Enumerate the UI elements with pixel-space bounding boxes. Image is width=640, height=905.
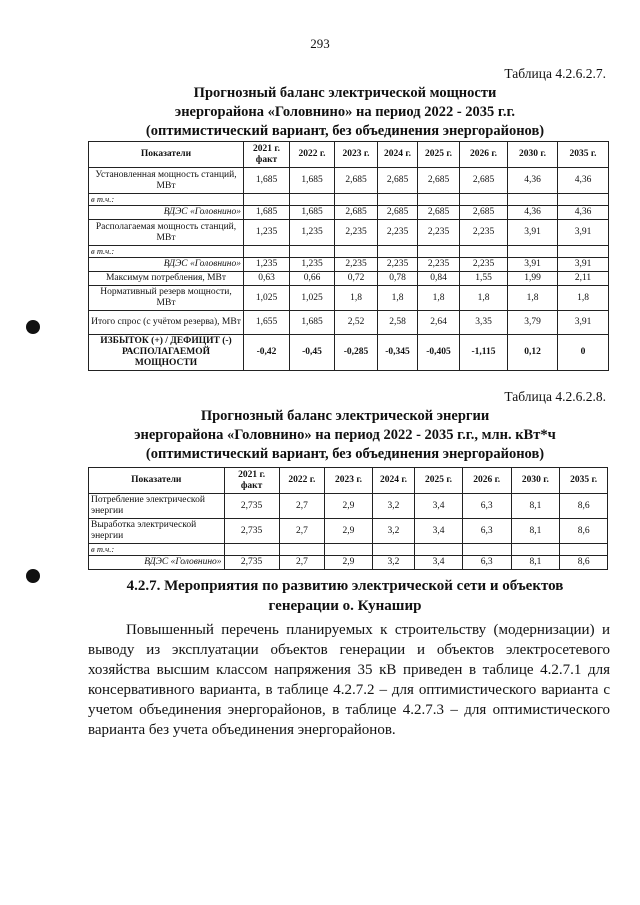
table1-title-line: энергорайона «Головнино» на период 2022 - 2035 г.г.	[174, 104, 516, 120]
value-cell: 2,64	[418, 311, 460, 335]
value-cell: 2,685	[335, 206, 378, 220]
value-cell: 1,685	[290, 311, 335, 335]
row-label: в т.ч.:	[89, 544, 225, 556]
column-header: 2023 г.	[335, 142, 378, 168]
value-cell: 0,84	[418, 272, 460, 286]
table1-title	[80, 84, 610, 141]
table-row	[89, 544, 608, 556]
value-cell: -0,42	[244, 335, 290, 371]
value-cell: 1,8	[460, 286, 508, 311]
row-label: Максимум потребления, МВт	[89, 272, 244, 286]
value-cell: -0,405	[418, 335, 460, 371]
value-cell: 3,91	[558, 258, 609, 272]
column-header: 2023 г.	[325, 468, 373, 494]
row-label: Потребление электрической энергии	[89, 494, 225, 519]
value-cell: 2,235	[378, 220, 418, 246]
row-label: ВДЭС «Головнино»	[89, 556, 225, 570]
table-row	[89, 519, 608, 544]
empty-cell	[415, 544, 463, 556]
table1-title-line: Прогнозный баланс электрической мощности	[193, 85, 497, 101]
bullet-hole	[26, 320, 40, 334]
row-label: Располагаемая мощность станций, МВт	[89, 220, 244, 246]
column-header: 2030 г.	[508, 142, 558, 168]
table-row	[89, 206, 609, 220]
value-cell: 0	[558, 335, 609, 371]
value-cell: 3,2	[372, 494, 414, 519]
value-cell: 3,4	[415, 519, 463, 544]
table2-title-line: энергорайона «Головнино» на период 2022 - 2035 г.г., млн. кВт*ч	[134, 427, 556, 443]
section-heading	[80, 576, 610, 616]
column-header: 2025 г.	[415, 468, 463, 494]
value-cell: 1,99	[508, 272, 558, 286]
empty-cell	[378, 246, 418, 258]
table-row	[89, 286, 609, 311]
value-cell: 1,235	[290, 258, 335, 272]
empty-cell	[378, 194, 418, 206]
value-cell: 2,235	[378, 258, 418, 272]
value-cell: 6,3	[462, 519, 511, 544]
value-cell: 1,8	[378, 286, 418, 311]
table-row	[89, 556, 608, 570]
value-cell: 2,685	[460, 206, 508, 220]
value-cell: 3,79	[508, 311, 558, 335]
value-cell: 2,235	[418, 258, 460, 272]
column-header: 2030 г.	[511, 468, 560, 494]
table2-title-line: Прогнозный баланс электрической энергии	[200, 408, 490, 424]
table-row	[89, 194, 609, 206]
row-label: Выработка электрической энергии	[89, 519, 225, 544]
value-cell: 0,12	[508, 335, 558, 371]
value-cell: 3,4	[415, 494, 463, 519]
body-paragraph: Повышенный перечень планируемых к строительству (модернизации) и выводу из эксплуатации объектов генерации и объектов электросетевого хозяйства высшим классом напряжения 35 кВ приведен в таблице 4.2.7.1 для консервативного варианта, в таблице 4.2.7.2 – для оптимистического варианта с учетом объединения энергорайонов, в таблице 4.2.7.3 – для оптимистического варианта без учета объединения энергорайонов.	[88, 622, 610, 738]
empty-cell	[290, 246, 335, 258]
value-cell: 8,1	[511, 494, 560, 519]
column-header: 2035 г.	[560, 468, 608, 494]
value-cell: 4,36	[508, 168, 558, 194]
row-label: Нормативный резерв мощности, МВт	[89, 286, 244, 311]
energy-balance-table	[88, 467, 608, 570]
table1-caption: Таблица 4.2.6.2.7.	[504, 66, 606, 81]
value-cell: 2,735	[224, 494, 279, 519]
value-cell: 4,36	[508, 206, 558, 220]
empty-cell	[335, 246, 378, 258]
empty-cell	[508, 246, 558, 258]
table-row	[89, 168, 609, 194]
table2-title-line: (оптимистический вариант, без объединения энергорайонов)	[145, 446, 545, 462]
value-cell: 2,685	[335, 168, 378, 194]
empty-cell	[558, 246, 609, 258]
header-row	[89, 142, 609, 168]
value-cell: -0,45	[290, 335, 335, 371]
value-cell: 1,8	[418, 286, 460, 311]
row-label: в т.ч.:	[89, 194, 244, 206]
value-cell: 1,025	[290, 286, 335, 311]
row-label: Установленная мощность станций, МВт	[89, 168, 244, 194]
value-cell: 2,685	[460, 168, 508, 194]
value-cell: 6,3	[462, 556, 511, 570]
empty-cell	[560, 544, 608, 556]
value-cell: 2,235	[460, 258, 508, 272]
value-cell: 1,8	[558, 286, 609, 311]
value-cell: 3,2	[372, 556, 414, 570]
value-cell: 1,55	[460, 272, 508, 286]
value-cell: 2,735	[224, 556, 279, 570]
section-heading-line: 4.2.7. Мероприятия по развитию электрической сети и объектов	[126, 578, 564, 594]
value-cell: 2,58	[378, 311, 418, 335]
row-label: в т.ч.:	[89, 246, 244, 258]
empty-cell	[462, 544, 511, 556]
power-balance-table	[88, 141, 609, 371]
value-cell: 1,025	[244, 286, 290, 311]
value-cell: 4,36	[558, 168, 609, 194]
table-row	[89, 494, 608, 519]
value-cell: 2,52	[335, 311, 378, 335]
empty-cell	[290, 194, 335, 206]
value-cell: 2,7	[279, 556, 325, 570]
value-cell: 2,685	[378, 168, 418, 194]
value-cell: -0,345	[378, 335, 418, 371]
column-header: 2022 г.	[279, 468, 325, 494]
empty-cell	[511, 544, 560, 556]
value-cell: 2,7	[279, 519, 325, 544]
value-cell: 6,3	[462, 494, 511, 519]
row-label: ИЗБЫТОК (+) / ДЕФИЦИТ (-) РАСПОЛАГАЕМОЙ МОЩНОСТИ	[89, 335, 244, 371]
value-cell: 2,9	[325, 556, 373, 570]
row-label: ВДЭС «Головнино»	[89, 206, 244, 220]
column-header: 2025 г.	[418, 142, 460, 168]
section-heading-line: генерации о. Кунашир	[268, 598, 422, 614]
value-cell: 3,35	[460, 311, 508, 335]
value-cell: 3,2	[372, 519, 414, 544]
column-header: 2026 г.	[462, 468, 511, 494]
empty-cell	[244, 194, 290, 206]
table1-title-line: (оптимистический вариант, без объединения энергорайонов)	[145, 123, 545, 139]
table-row	[89, 311, 609, 335]
empty-cell	[335, 194, 378, 206]
empty-cell	[325, 544, 373, 556]
empty-cell	[558, 194, 609, 206]
empty-cell	[279, 544, 325, 556]
value-cell: 0,72	[335, 272, 378, 286]
value-cell: 2,11	[558, 272, 609, 286]
value-cell: 3,91	[558, 311, 609, 335]
value-cell: 8,6	[560, 556, 608, 570]
value-cell: 2,235	[335, 258, 378, 272]
table2-title	[80, 407, 610, 464]
value-cell: 2,235	[418, 220, 460, 246]
column-header: 2022 г.	[290, 142, 335, 168]
empty-cell	[372, 544, 414, 556]
table-row	[89, 258, 609, 272]
value-cell: 3,91	[508, 258, 558, 272]
table2-caption: Таблица 4.2.6.2.8.	[504, 389, 606, 404]
column-header: Показатели	[89, 468, 225, 494]
value-cell: 1,685	[290, 168, 335, 194]
value-cell: -1,115	[460, 335, 508, 371]
value-cell: 4,36	[558, 206, 609, 220]
value-cell: 1,685	[244, 168, 290, 194]
value-cell: 1,685	[290, 206, 335, 220]
value-cell: 2,9	[325, 494, 373, 519]
bullet-hole	[26, 569, 40, 583]
table-row	[89, 220, 609, 246]
table-row	[89, 272, 609, 286]
column-header: 2035 г.	[558, 142, 609, 168]
value-cell: 3,4	[415, 556, 463, 570]
row-label: ВДЭС «Головнино»	[89, 258, 244, 272]
value-cell: 2,235	[335, 220, 378, 246]
value-cell: 8,1	[511, 556, 560, 570]
value-cell: 2,735	[224, 519, 279, 544]
column-header: 2024 г.	[378, 142, 418, 168]
empty-cell	[244, 246, 290, 258]
value-cell: 2,685	[418, 168, 460, 194]
empty-cell	[418, 194, 460, 206]
value-cell: 0,78	[378, 272, 418, 286]
column-header: 2021 г. факт	[224, 468, 279, 494]
value-cell: 3,91	[558, 220, 609, 246]
value-cell: 8,6	[560, 494, 608, 519]
value-cell: 1,8	[508, 286, 558, 311]
empty-cell	[460, 246, 508, 258]
page-number: 293	[310, 36, 330, 51]
value-cell: 1,235	[244, 220, 290, 246]
value-cell: 2,685	[378, 206, 418, 220]
value-cell: 1,685	[244, 206, 290, 220]
header-row	[89, 468, 608, 494]
value-cell: -0,285	[335, 335, 378, 371]
value-cell: 8,6	[560, 519, 608, 544]
table-row	[89, 335, 609, 371]
column-header: Показатели	[89, 142, 244, 168]
value-cell: 3,91	[508, 220, 558, 246]
empty-cell	[418, 246, 460, 258]
value-cell: 1,235	[290, 220, 335, 246]
empty-cell	[224, 544, 279, 556]
table-row	[89, 246, 609, 258]
value-cell: 1,235	[244, 258, 290, 272]
value-cell: 1,8	[335, 286, 378, 311]
column-header: 2021 г. факт	[244, 142, 290, 168]
value-cell: 8,1	[511, 519, 560, 544]
empty-cell	[508, 194, 558, 206]
value-cell: 2,7	[279, 494, 325, 519]
value-cell: 1,655	[244, 311, 290, 335]
value-cell: 2,685	[418, 206, 460, 220]
value-cell: 0,66	[290, 272, 335, 286]
empty-cell	[460, 194, 508, 206]
row-label: Итого спрос (с учётом резерва), МВт	[89, 311, 244, 335]
column-header: 2024 г.	[372, 468, 414, 494]
value-cell: 2,235	[460, 220, 508, 246]
value-cell: 2,9	[325, 519, 373, 544]
column-header: 2026 г.	[460, 142, 508, 168]
value-cell: 0,63	[244, 272, 290, 286]
